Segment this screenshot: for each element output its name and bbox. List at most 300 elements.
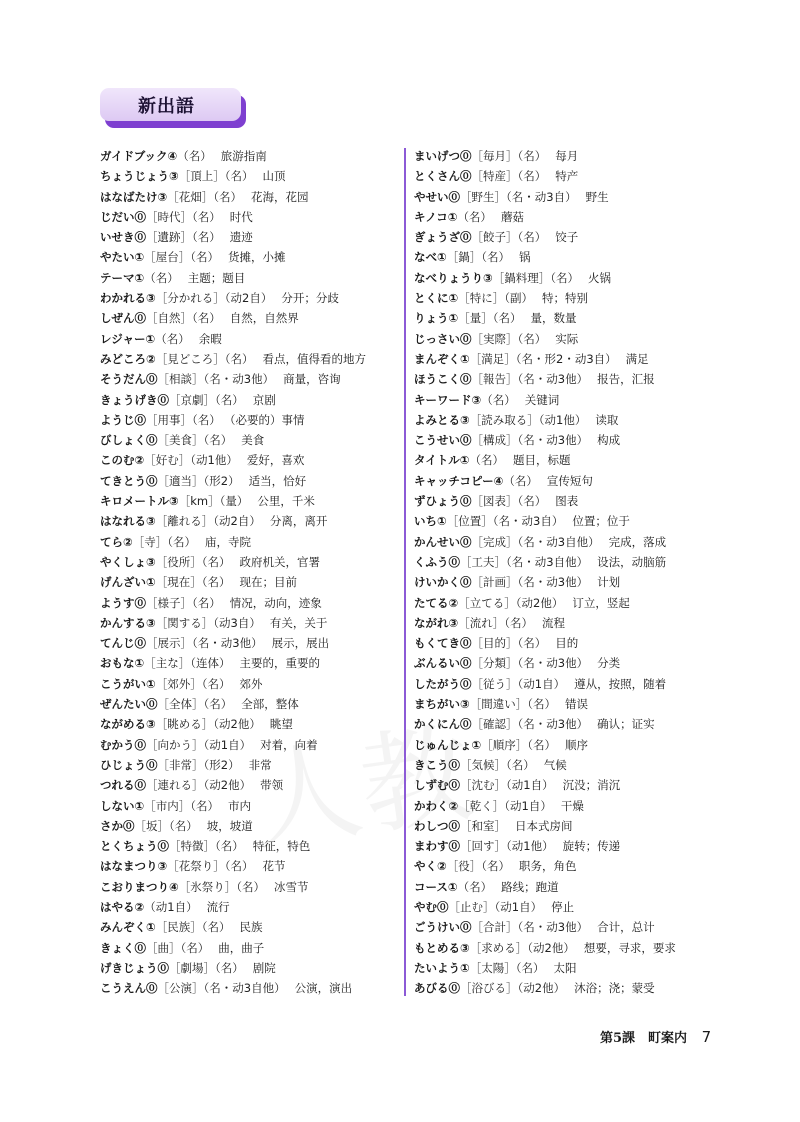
vocab-reading: かわく②	[414, 798, 459, 813]
vocab-meaning: 流行	[206, 899, 230, 914]
vocab-column-right	[414, 146, 714, 998]
vocab-meaning: 构成	[597, 433, 621, 448]
vocab-pos: （名）	[213, 189, 242, 204]
vocab-kanji: ［野生］	[460, 189, 506, 204]
vocab-pos: （名・动3他）	[203, 372, 275, 387]
vocab-meaning: 气候	[543, 757, 567, 772]
vocab-pos: （名）	[201, 554, 231, 569]
vocab-entry	[414, 146, 714, 166]
vocab-pos: （动2他）	[515, 595, 564, 610]
vocab-entry	[414, 390, 714, 410]
vocab-reading: じゅんじょ①	[414, 737, 482, 752]
vocab-pos: （名）	[155, 331, 190, 346]
vocab-reading: わかれる③	[100, 291, 156, 306]
vocab-entry	[414, 714, 714, 734]
vocab-kanji: ［美食］	[157, 433, 204, 448]
vocab-kanji: ［自然］	[146, 311, 192, 326]
vocab-pos: （名・动3自）	[506, 189, 577, 204]
vocab-kanji: ［計画］	[471, 575, 518, 590]
vocab-entry	[414, 308, 714, 328]
vocab-meaning: 对着，向着	[260, 737, 318, 752]
vocab-kanji: ［遺跡］	[146, 230, 192, 245]
vocab-kanji: ［読み取る］	[469, 412, 539, 427]
vocab-entry	[100, 166, 410, 186]
vocab-entry	[414, 816, 714, 836]
vocab-pos: （动1自）	[504, 798, 552, 813]
vocab-meaning: 市内	[228, 798, 251, 813]
vocab-entry	[414, 633, 714, 653]
vocab-reading: やせい⓪	[414, 189, 460, 204]
vocab-entry	[100, 897, 410, 917]
vocab-pos: （名）	[517, 230, 547, 245]
vocab-reading: やく②	[414, 859, 447, 874]
vocab-kanji: ［役］	[446, 859, 482, 874]
vocab-entry	[414, 410, 714, 430]
vocab-reading: こうせい⓪	[414, 433, 472, 448]
page-footer	[600, 1027, 711, 1046]
vocab-pos: （动1自）	[203, 737, 252, 752]
vocab-reading: レジャー①	[100, 331, 156, 346]
vocab-entry	[100, 207, 410, 227]
vocab-meaning: 沐浴；浇；蒙受	[574, 981, 655, 996]
vocab-meaning: 每月	[555, 149, 579, 163]
vocab-pos: （名・动3自他）	[517, 534, 600, 549]
vocab-kanji: ［止む］	[448, 899, 495, 914]
vocab-reading: もくてき⓪	[414, 636, 472, 651]
vocab-kanji: ［劇場］	[169, 960, 215, 975]
vocab-meaning: 干燥	[560, 798, 584, 813]
vocab-meaning: 公里，千米	[257, 494, 315, 509]
vocab-entry	[414, 511, 714, 531]
vocab-kanji: ［屋台］	[144, 250, 191, 265]
vocab-kanji: ［寺］	[132, 534, 168, 549]
vocab-entry	[100, 775, 410, 795]
vocab-entry	[100, 877, 410, 897]
vocab-pos: （名）	[517, 331, 547, 346]
vocab-reading: つれる⓪	[100, 778, 146, 793]
vocab-reading: かんする③	[100, 615, 156, 630]
vocab-kanji: ［特産］	[471, 169, 518, 184]
vocab-kanji: ［全体］	[157, 697, 204, 712]
vocab-pos: （动3自）	[213, 615, 261, 630]
vocab-entry	[414, 450, 714, 470]
vocab-pos: （名・动3他）	[517, 433, 589, 448]
vocab-meaning: 旋转；传递	[562, 839, 621, 854]
vocab-reading: げきじょう⓪	[100, 960, 169, 975]
vocab-kanji: ［相談］	[157, 372, 204, 387]
vocab-meaning: 花节	[262, 859, 286, 874]
vocab-entry	[100, 410, 410, 430]
vocab-pos: （名）	[192, 230, 221, 245]
vocab-pos: （名）	[481, 250, 510, 265]
vocab-pos: （名）	[215, 839, 244, 854]
vocab-reading: まいげつ⓪	[414, 149, 472, 163]
vocab-pos: （名）	[527, 697, 556, 712]
vocab-pos: （名）	[167, 534, 196, 549]
vocab-meaning: 满足	[625, 351, 649, 366]
vocab-reading: こうがい①	[100, 676, 156, 691]
vocab-pos: （动1自）	[506, 778, 554, 793]
vocab-reading: まちがい③	[414, 697, 470, 712]
vocab-reading: たいよう①	[414, 960, 470, 975]
vocab-meaning: 实际	[555, 331, 579, 346]
vocab-pos: （动1自）	[517, 676, 566, 691]
vocab-meaning: 遵从，按照，随着	[574, 676, 667, 691]
vocab-entry	[100, 268, 410, 288]
page-number: 7	[701, 1028, 712, 1046]
vocab-pos: （名）	[192, 412, 221, 427]
vocab-meaning: 现在；目前	[239, 575, 297, 590]
vocab-entry	[414, 958, 714, 978]
vocab-pos: （名）	[503, 473, 538, 488]
vocab-pos: （名・动3他）	[517, 575, 589, 590]
vocab-reading: じだい⓪	[100, 209, 146, 224]
vocab-meaning: 剧院	[252, 960, 276, 975]
vocab-kanji: ［完成］	[471, 534, 518, 549]
vocab-entry	[100, 755, 410, 775]
vocab-reading: まんぞく①	[414, 351, 470, 366]
vocab-meaning: 宣传短句	[546, 473, 593, 488]
vocab-entry	[100, 674, 410, 694]
vocab-kanji: ［花畑］	[167, 189, 214, 204]
vocab-reading: キーワード③	[414, 392, 482, 407]
vocab-reading: コース①	[414, 879, 458, 894]
vocab-kanji: ［役所］	[155, 554, 202, 569]
vocab-meaning: 主要的，重要的	[239, 656, 320, 671]
vocab-entry	[100, 917, 410, 937]
vocab-entry	[100, 491, 410, 511]
vocab-column-left	[100, 146, 410, 998]
vocab-meaning: 余暇	[198, 331, 222, 346]
vocab-entry	[414, 532, 714, 552]
vocab-kanji: ［合計］	[471, 920, 518, 935]
vocab-kanji: ［特に］	[458, 291, 505, 306]
vocab-meaning: 看点，值得看的地方	[262, 351, 366, 366]
vocab-reading: しずむ⓪	[414, 778, 460, 793]
vocab-entry	[414, 369, 714, 389]
vocab-reading: やむ⓪	[414, 899, 449, 914]
vocab-entry	[100, 532, 410, 552]
vocab-entry	[100, 796, 410, 816]
vocab-reading: あびる⓪	[414, 981, 460, 996]
vocab-entry	[414, 653, 714, 673]
vocab-pos: （名）	[517, 169, 547, 184]
vocab-reading: はなれる③	[100, 514, 156, 529]
vocab-meaning: 日本式房间	[515, 818, 573, 833]
vocab-entry	[100, 694, 410, 714]
vocab-kanji: ［和室］	[460, 818, 506, 833]
vocab-meaning: 读取	[595, 412, 619, 427]
vocab-kanji: ［実際］	[471, 331, 518, 346]
vocab-pos: （副）	[504, 291, 533, 306]
vocab-pos: （名・动3他）	[517, 920, 589, 935]
vocab-kanji: ［間違い］	[469, 697, 528, 712]
vocab-entry	[100, 471, 410, 491]
vocab-entry	[414, 917, 714, 937]
vocab-meaning: 非常	[248, 757, 272, 772]
vocab-meaning: 沉没；消沉	[562, 778, 621, 793]
vocab-kanji: ［従う］	[471, 676, 518, 691]
vocab-kanji: ［工夫］	[460, 554, 506, 569]
vocab-kanji: ［眺める］	[155, 717, 214, 732]
vocab-reading: さか⓪	[100, 818, 135, 833]
vocab-kanji: ［離れる］	[155, 514, 214, 529]
vocab-reading: おもな①	[100, 656, 145, 671]
vocab-entry	[100, 856, 410, 876]
vocab-kanji: ［郊外］	[155, 676, 202, 691]
vocab-reading: けいかく⓪	[414, 575, 472, 590]
vocab-pos: （名）	[144, 270, 179, 285]
vocab-reading: むかう⓪	[100, 737, 146, 752]
vocab-kanji: ［見どころ］	[155, 351, 225, 366]
column-divider	[404, 148, 406, 996]
vocab-kanji: ［乾く］	[458, 798, 505, 813]
vocab-reading: ぜんたい⓪	[100, 697, 158, 712]
vocab-reading: みんぞく①	[100, 920, 156, 935]
vocab-reading: きょうげき⓪	[100, 392, 169, 407]
vocab-meaning: 商量，咨询	[283, 372, 341, 387]
vocab-meaning: 计划	[597, 575, 621, 590]
vocab-entry	[100, 593, 410, 613]
vocab-meaning: 错误	[565, 697, 588, 712]
vocab-pos: （动2他）	[203, 778, 252, 793]
vocab-pos: （动1自）	[494, 899, 543, 914]
vocab-meaning: 分离，离开	[269, 514, 328, 529]
vocab-meaning: 流程	[542, 615, 565, 630]
vocab-entry	[414, 572, 714, 592]
vocab-entry	[100, 633, 410, 653]
vocab-kanji: ［毎月］	[471, 149, 518, 163]
vocab-pos: （名）	[481, 392, 516, 407]
vocab-pos: （名）	[517, 149, 547, 163]
vocab-kanji: ［頂上］	[178, 169, 225, 184]
vocab-reading: くふう⓪	[414, 554, 460, 569]
vocab-pos: （名）	[517, 636, 547, 651]
vocab-meaning: 图表	[555, 494, 579, 509]
vocab-entry	[100, 308, 410, 328]
vocab-meaning: 坡，坡道	[206, 818, 253, 833]
vocab-reading: したがう⓪	[414, 676, 472, 691]
section-header	[100, 88, 246, 128]
vocab-entry	[414, 978, 714, 998]
vocab-meaning: 政府机关，官署	[239, 554, 320, 569]
vocab-pos: （名）	[177, 149, 212, 163]
vocab-reading: ガイドブック④	[100, 149, 178, 163]
vocab-kanji: ［様子］	[146, 595, 192, 610]
vocab-pos: （名・动3自他）	[203, 981, 286, 996]
vocab-pos: （名）	[190, 798, 219, 813]
vocab-entry	[414, 735, 714, 755]
vocab-reading: てんじ⓪	[100, 636, 146, 651]
vocab-pos: （动2他）	[527, 940, 575, 955]
vocab-meaning: （必要的）事情	[229, 412, 305, 427]
vocab-entry	[414, 613, 714, 633]
vocab-reading: そうだん⓪	[100, 372, 158, 387]
vocab-reading: ちょうじょう③	[100, 169, 179, 184]
vocab-pos: （动1自）	[144, 899, 198, 914]
vocab-entry	[414, 268, 714, 288]
vocab-pos: （名）	[504, 615, 533, 630]
vocab-meaning: 旅游指南	[220, 149, 267, 163]
vocab-meaning: 民族	[239, 920, 263, 935]
vocab-meaning: 情况，动向，迹象	[229, 595, 322, 610]
vocab-kanji: ［構成］	[471, 433, 518, 448]
vocab-entry	[100, 329, 410, 349]
vocab-kanji: ［餃子］	[471, 230, 518, 245]
vocab-kanji: ［特徴］	[169, 839, 215, 854]
vocab-pos: （量）	[219, 494, 249, 509]
vocab-pos: （名）	[203, 433, 233, 448]
vocab-entry	[100, 349, 410, 369]
vocab-entry	[100, 552, 410, 572]
vocab-reading: ずひょう⓪	[414, 494, 472, 509]
vocab-pos: （名）	[201, 676, 231, 691]
vocab-kanji: ［確認］	[471, 717, 518, 732]
vocab-meaning: 火锅	[588, 270, 611, 285]
vocab-kanji: ［報告］	[471, 372, 518, 387]
vocab-reading: きこう⓪	[414, 757, 460, 772]
vocab-kanji: ［鍋］	[446, 250, 482, 265]
vocab-kanji: ［km］	[178, 494, 220, 509]
vocab-kanji: ［非常］	[157, 757, 204, 772]
vocab-kanji: ［量］	[458, 311, 493, 326]
vocab-meaning: 订立，竖起	[572, 595, 630, 610]
vocab-entry	[100, 958, 410, 978]
section-title: 新出語	[138, 95, 195, 117]
vocab-kanji: ［公演］	[157, 981, 204, 996]
vocab-reading: テーマ①	[100, 270, 145, 285]
vocab-kanji: ［関する］	[155, 615, 214, 630]
vocab-meaning: 饺子	[555, 230, 579, 245]
vocab-reading: なべ①	[414, 250, 447, 265]
vocab-kanji: ［分かれる］	[155, 291, 225, 306]
vocab-kanji: ［向かう］	[146, 737, 204, 752]
vocab-meaning: 京剧	[252, 392, 276, 407]
vocab-kanji: ［好む］	[144, 453, 191, 468]
vocab-reading: まわす⓪	[414, 839, 460, 854]
vocab-entry	[414, 593, 714, 613]
vocab-pos: （动2自）	[213, 514, 261, 529]
vocab-kanji: ［気候］	[460, 757, 506, 772]
vocab-pos: （名・动3他）	[192, 636, 263, 651]
vocab-reading: もとめる③	[414, 940, 470, 955]
vocab-meaning: 目的	[555, 636, 579, 651]
vocab-pos: （动1他）	[190, 453, 238, 468]
vocab-reading: きょく⓪	[100, 940, 146, 955]
vocab-kanji: ［立てる］	[458, 595, 516, 610]
vocab-reading: ひじょう⓪	[100, 757, 158, 772]
vocab-reading: ながれ③	[414, 615, 459, 630]
vocab-meaning: 曲，曲子	[218, 940, 265, 955]
vocab-meaning: 特；特别	[542, 291, 588, 306]
vocab-reading: キロメートル③	[100, 494, 179, 509]
vocab-reading: はなばたけ③	[100, 189, 168, 204]
vocab-reading: たてる②	[414, 595, 459, 610]
vocab-pos: （名・动3他）	[517, 656, 589, 671]
vocab-reading: やくしょ③	[100, 554, 156, 569]
vocab-reading: やたい①	[100, 250, 145, 265]
vocab-pos: （名）	[527, 737, 556, 752]
vocab-entry	[414, 755, 714, 775]
vocab-kanji: ［求める］	[469, 940, 528, 955]
vocab-reading: りょう①	[414, 311, 459, 326]
vocab-meaning: 带领	[260, 778, 284, 793]
vocab-meaning: 想要，寻求，要求	[583, 940, 676, 955]
lesson-title: 第5課 町案内	[600, 1031, 688, 1046]
vocab-pos: （名）	[481, 859, 510, 874]
vocab-pos: （动1他）	[506, 839, 554, 854]
vocab-reading: てら②	[100, 534, 133, 549]
vocab-entry	[100, 511, 410, 531]
vocab-kanji: ［流れ］	[458, 615, 505, 630]
vocab-entry	[100, 227, 410, 247]
vocab-kanji: ［展示］	[146, 636, 192, 651]
vocab-reading: ようじ⓪	[100, 412, 146, 427]
vocab-meaning: 锅	[519, 250, 531, 265]
vocab-reading: タイトル①	[414, 453, 470, 468]
vocab-pos: （名）	[224, 859, 254, 874]
vocab-pos: （动2自）	[224, 291, 273, 306]
vocab-reading: とくに①	[414, 291, 459, 306]
vocab-meaning: 蘑菇	[500, 209, 524, 224]
vocab-meaning: 适当，恰好	[248, 473, 307, 488]
vocab-kanji: ［民族］	[155, 920, 202, 935]
vocab-meaning: 野生	[585, 189, 609, 204]
vocab-pos: （名）	[203, 697, 233, 712]
vocab-meaning: 特产	[555, 169, 579, 184]
vocab-kanji: ［目的］	[471, 636, 518, 651]
vocab-entry	[100, 450, 410, 470]
vocab-pos: （名）	[215, 960, 244, 975]
vocab-meaning: 分开；分歧	[281, 291, 339, 306]
vocab-kanji: ［鍋料理］	[492, 270, 551, 285]
vocab-reading: わしつ⓪	[414, 818, 460, 833]
vocab-entry	[414, 897, 714, 917]
vocab-meaning: 冰雪节	[274, 879, 309, 894]
vocab-kanji: ［沈む］	[460, 778, 506, 793]
vocab-pos: （名）	[192, 595, 221, 610]
vocab-entry	[414, 836, 714, 856]
vocab-entry	[100, 714, 410, 734]
vocab-kanji: ［位置］	[446, 514, 493, 529]
vocab-meaning: 自然，自然界	[229, 311, 299, 326]
vocab-reading: はやる②	[100, 899, 145, 914]
vocab-meaning: 停止	[551, 899, 575, 914]
vocab-meaning: 主题；题目	[187, 270, 246, 285]
vocab-pos: （动1他）	[538, 412, 587, 427]
vocab-reading: なべりょうり③	[414, 270, 493, 285]
vocab-entry	[414, 329, 714, 349]
vocab-entry	[100, 572, 410, 592]
vocab-meaning: 花海，花园	[251, 189, 309, 204]
vocab-meaning: 太阳	[553, 960, 577, 975]
vocab-entry	[414, 227, 714, 247]
vocab-pos: （名・形2・动3自）	[515, 351, 617, 366]
vocab-entry	[100, 938, 410, 958]
vocab-kanji: ［花祭り］	[167, 859, 225, 874]
vocab-entry	[414, 694, 714, 714]
vocab-reading: はなまつり③	[100, 859, 168, 874]
vocab-meaning: 郊外	[239, 676, 263, 691]
vocab-entry	[100, 187, 410, 207]
header-box	[100, 88, 241, 121]
vocab-reading: げんざい①	[100, 575, 156, 590]
vocab-entry	[100, 735, 410, 755]
vocab-entry	[414, 552, 714, 572]
vocab-pos: （形2）	[203, 757, 240, 772]
vocab-reading: いせき⓪	[100, 230, 146, 245]
vocab-reading: ぎょうざ⓪	[414, 230, 472, 245]
